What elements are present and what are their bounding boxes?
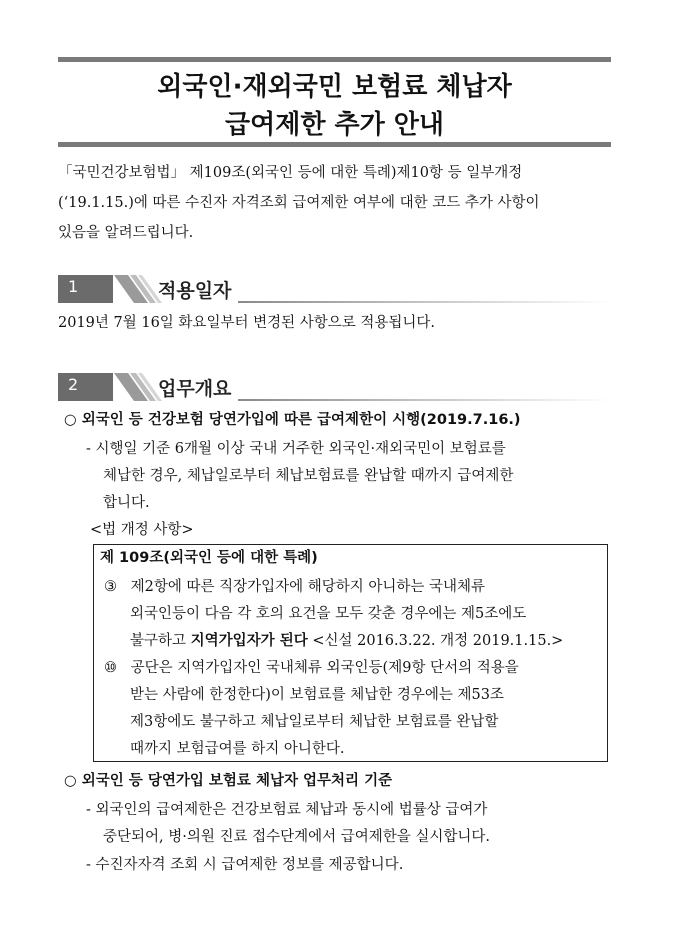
law-paragraph-10-line: 제3항에도 불구하고 체납일로부터 체납한 보험료를 완납할 xyxy=(130,714,499,730)
title-bottom-rule xyxy=(58,142,611,147)
page-title-line-1: 외국인·재외국민 보험료 체납자 xyxy=(157,72,512,102)
intro-line: (‘19.1.15.)에 따른 수진자 자격조회 급여제한 여부에 대한 코드 추가 사항이 xyxy=(58,195,540,211)
law-p3-emphasis: 지역가입자가 된다 xyxy=(190,633,308,649)
page-title-line-2: 급여제한 추가 안내 xyxy=(224,110,445,140)
law-paragraph-3-line: 외국인등이 다음 각 호의 요건을 모두 갖춘 경우에는 제5조에도 xyxy=(130,606,527,622)
section-1-heading: 적용일자 xyxy=(158,280,232,302)
law-p10-text: 공단은 지역가입자인 국내체류 외국인등(제9항 단서의 적용을 xyxy=(130,660,519,676)
law-paragraph-3-line xyxy=(104,577,485,597)
item-2-dash-line: 중단되어, 병·의원 진료 접수단계에서 급여제한을 실시합니다. xyxy=(103,829,491,845)
intro-line: 있음을 알려드립니다. xyxy=(58,225,194,241)
law-box-title: 제 109조(외국인 등에 대한 특례) xyxy=(100,550,318,566)
intro-paragraph xyxy=(58,158,613,248)
circled-3-marker: ③ xyxy=(104,579,117,595)
item-1-dash-line: 체납한 경우, 체납일로부터 체납보험료를 완납할 때까지 급여제한 xyxy=(103,468,514,484)
circled-10-marker: ⑩ xyxy=(104,660,117,676)
item-2-dash-line: - 수진자자격 조회 시 급여제한 정보를 제공합니다. xyxy=(86,857,404,873)
section-2-heading: 업무개요 xyxy=(158,378,232,400)
section-2-underline xyxy=(238,399,611,401)
title-top-rule xyxy=(58,57,611,62)
intro-line: 「국민건강보험법」 제109조(외국인 등에 대한 특례)제10항 등 일부개정 xyxy=(58,165,523,181)
section-1-text: 2019년 7월 16일 화요일부터 변경된 사항으로 적용됩니다. xyxy=(58,315,435,331)
law-paragraph-10-line: 받는 사람에 한정한다)이 보험료를 체납한 경우에는 제53조 xyxy=(130,687,504,703)
item-1-dash-line: - 시행일 기준 6개월 이상 국내 거주한 외국인·재외국민이 보험료를 xyxy=(86,441,506,457)
law-p3-amend-note: <신설 2016.3.22. 개정 2019.1.15.> xyxy=(307,633,564,649)
section-1-number: 1 xyxy=(68,277,79,296)
item-1-title: ○ 외국인 등 건강보험 당연가입에 따른 급여제한이 시행(2019.7.16.) xyxy=(64,412,521,428)
section-1-header xyxy=(58,275,611,303)
section-2-number: 2 xyxy=(68,375,79,394)
item-2-dash-line: - 외국인의 급여제한은 건강보험료 체납과 동시에 법률상 급여가 xyxy=(86,802,488,818)
law-paragraph-3-line xyxy=(130,631,563,651)
item-2-title: ○ 외국인 등 당연가입 보험료 체납자 업무처리 기준 xyxy=(64,773,393,789)
law-change-label: <법 개정 사항> xyxy=(90,522,194,538)
law-p3-text: 제2항에 따른 직장가입자에 해당하지 아니하는 국내체류 xyxy=(130,579,486,595)
law-paragraph-10-line: 때까지 보험급여를 하지 아니한다. xyxy=(130,741,345,757)
law-paragraph-10-line xyxy=(104,658,519,678)
section-2-header xyxy=(58,373,611,401)
item-1-dash-line: 합니다. xyxy=(103,495,150,511)
section-1-underline xyxy=(238,301,611,303)
law-p3-text: 불구하고 xyxy=(130,633,191,649)
